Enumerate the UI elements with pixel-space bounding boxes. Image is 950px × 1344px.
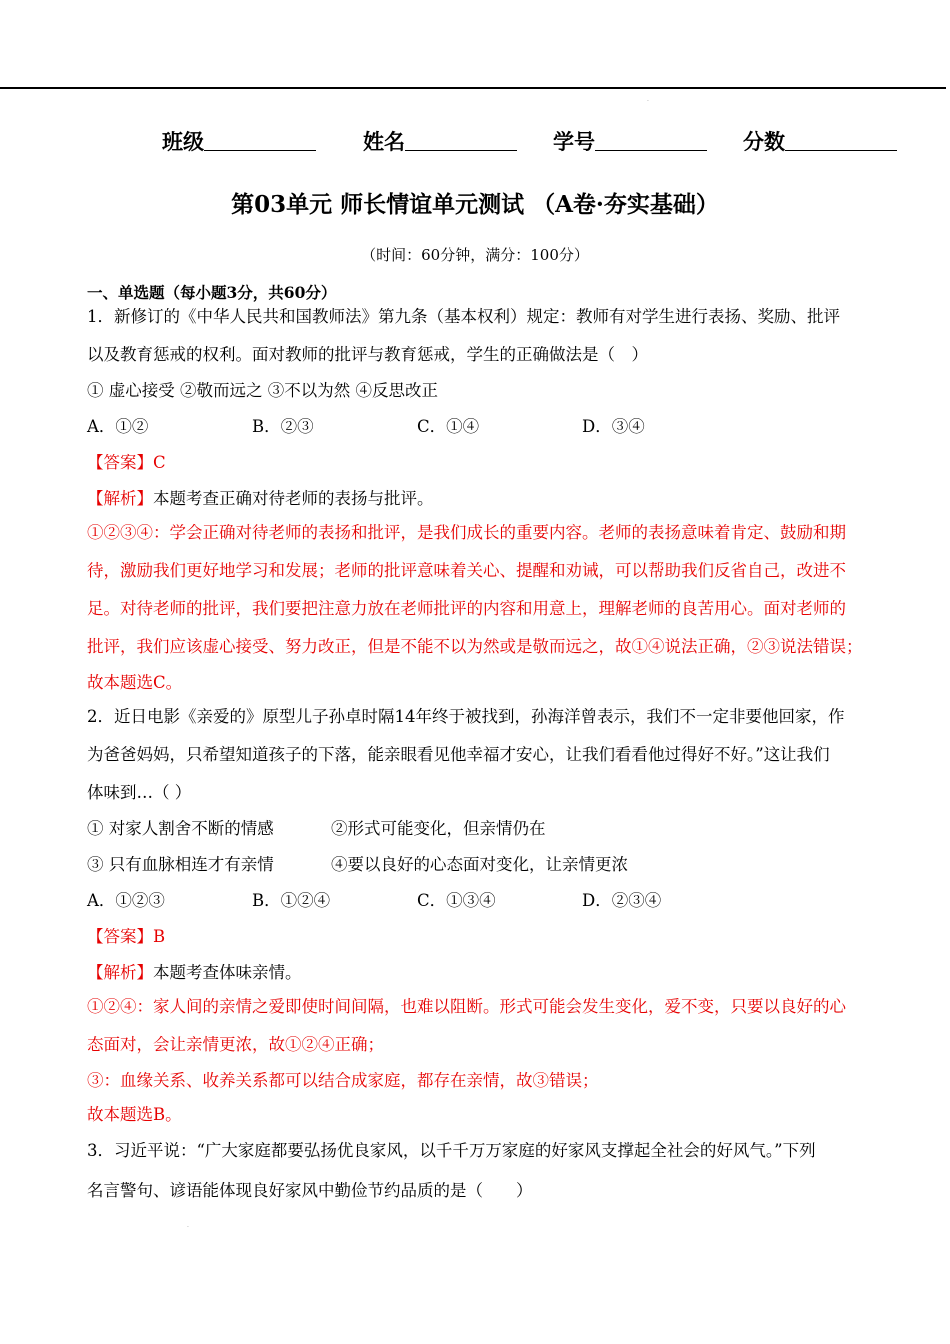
page-title: 第03单元 师长情谊单元测试 （A卷·夯实基础） xyxy=(231,191,719,218)
name-label: 姓名 xyxy=(363,129,405,154)
q1-stem-line2: 以及教育惩戒的权利。面对教师的批评与教育惩戒，学生的正确做法是（ ） xyxy=(87,345,648,364)
q1-option-b[interactable]: B．②③ xyxy=(252,417,314,436)
name-blank[interactable] xyxy=(405,128,517,151)
q1-analysis-line1: ①②③④：学会正确对待老师的表扬和批评，是我们成长的重要内容。老师的表扬意味着肯定、鼓励和期 xyxy=(87,523,846,542)
q2-statement-4: ④要以良好的心态面对变化，让亲情更浓 xyxy=(331,855,628,874)
page-subtitle: （时间：60分钟，满分：100分） xyxy=(361,246,589,264)
top-rule xyxy=(0,87,946,89)
decorative-dot: . xyxy=(187,1222,189,1229)
q1-analysis-line3: 足。对待老师的批评，我们要把注意力放在老师批评的内容和用意上，理解老师的良苦用心。面对老师的 xyxy=(87,599,846,618)
q1-option-a[interactable]: A．①② xyxy=(87,417,149,436)
q1-answer: 【答案】C xyxy=(87,453,166,472)
q1-statements: ① 虚心接受 ②敬而远之 ③不以为然 ④反思改正 xyxy=(87,381,438,400)
q2-analysis-line3: ③：血缘关系、收养关系都可以结合成家庭，都存在亲情，故③错误； xyxy=(87,1071,599,1090)
class-field xyxy=(162,126,316,156)
id-label: 学号 xyxy=(553,129,595,154)
q1-stem-line1: 1．新修订的《中华人民共和国教师法》第九条（基本权利）规定：教师有对学生进行表扬、奖励、批评 xyxy=(87,307,840,326)
q2-analysis-tag: 【解析】 xyxy=(87,963,153,982)
q3-stem-line2: 名言警句、谚语能体现良好家风中勤俭节约品质的是（ ） xyxy=(87,1181,533,1200)
score-blank[interactable] xyxy=(785,128,897,151)
q2-statement-3: ③ 只有血脉相连才有亲情 xyxy=(87,855,274,874)
q1-analysis-intro-text: 本题考查正确对待老师的表扬与批评。 xyxy=(153,489,434,508)
q2-analysis-intro xyxy=(87,962,302,984)
decorative-dot: . xyxy=(647,96,649,103)
q2-answer: 【答案】B xyxy=(87,927,166,946)
score-label: 分数 xyxy=(743,129,785,154)
q2-analysis-line1: ①②④：家人间的亲情之爱即使时间间隔，也难以阻断。形式可能会发生变化，爱不变，只要以良好的心 xyxy=(87,997,846,1016)
q3-stem-line1: 3．习近平说：“广大家庭都要弘扬优良家风，以千千万万家庭的好家风支撑起全社会的好风气。”下列 xyxy=(87,1141,816,1160)
q1-analysis-line5: 故本题选C。 xyxy=(87,673,183,692)
class-label: 班级 xyxy=(162,129,204,154)
class-blank[interactable] xyxy=(204,128,316,151)
q1-analysis-tag: 【解析】 xyxy=(87,489,153,508)
q2-analysis-intro-text: 本题考查体味亲情。 xyxy=(153,963,302,982)
q1-analysis-line4: 批评，我们应该虚心接受、努力改正，但是不能不以为然或是敬而远之，故①④说法正确，②③说法错误； xyxy=(87,637,863,656)
id-field xyxy=(553,126,707,156)
q1-analysis-intro xyxy=(87,488,434,510)
q2-stem-line1: 2．近日电影《亲爱的》原型儿子孙卓时隔14年终于被找到，孙海洋曾表示，我们不一定非要他回家，作 xyxy=(87,707,845,726)
q2-statement-1: ① 对家人割舍不断的情感 xyxy=(87,819,274,838)
q1-option-d[interactable]: D．③④ xyxy=(582,417,645,436)
id-blank[interactable] xyxy=(595,128,707,151)
q2-stem-line3: 体味到…（ ） xyxy=(87,783,192,802)
q1-option-c[interactable]: C．①④ xyxy=(417,417,480,436)
name-field xyxy=(363,126,517,156)
q2-option-a[interactable]: A．①②③ xyxy=(87,891,165,910)
section-heading: 一、单选题（每小题3分，共60分） xyxy=(87,283,337,302)
q2-option-b[interactable]: B．①②④ xyxy=(252,891,331,910)
score-field xyxy=(743,126,897,156)
q2-analysis-line4: 故本题选B。 xyxy=(87,1105,182,1124)
q2-option-d[interactable]: D．②③④ xyxy=(582,891,662,910)
q2-stem-line2: 为爸爸妈妈，只希望知道孩子的下落，能亲眼看见他幸福才安心，让我们看看他过得好不好。”这让我们 xyxy=(87,745,830,764)
q2-analysis-line2: 态面对，会让亲情更浓，故①②④正确； xyxy=(87,1035,384,1054)
q2-option-c[interactable]: C．①③④ xyxy=(417,891,496,910)
q2-statement-2: ②形式可能变化，但亲情仍在 xyxy=(331,819,546,838)
q1-analysis-line2: 待，激励我们更好地学习和发展；老师的批评意味着关心、提醒和劝诫，可以帮助我们反省自己，改进不 xyxy=(87,561,846,580)
